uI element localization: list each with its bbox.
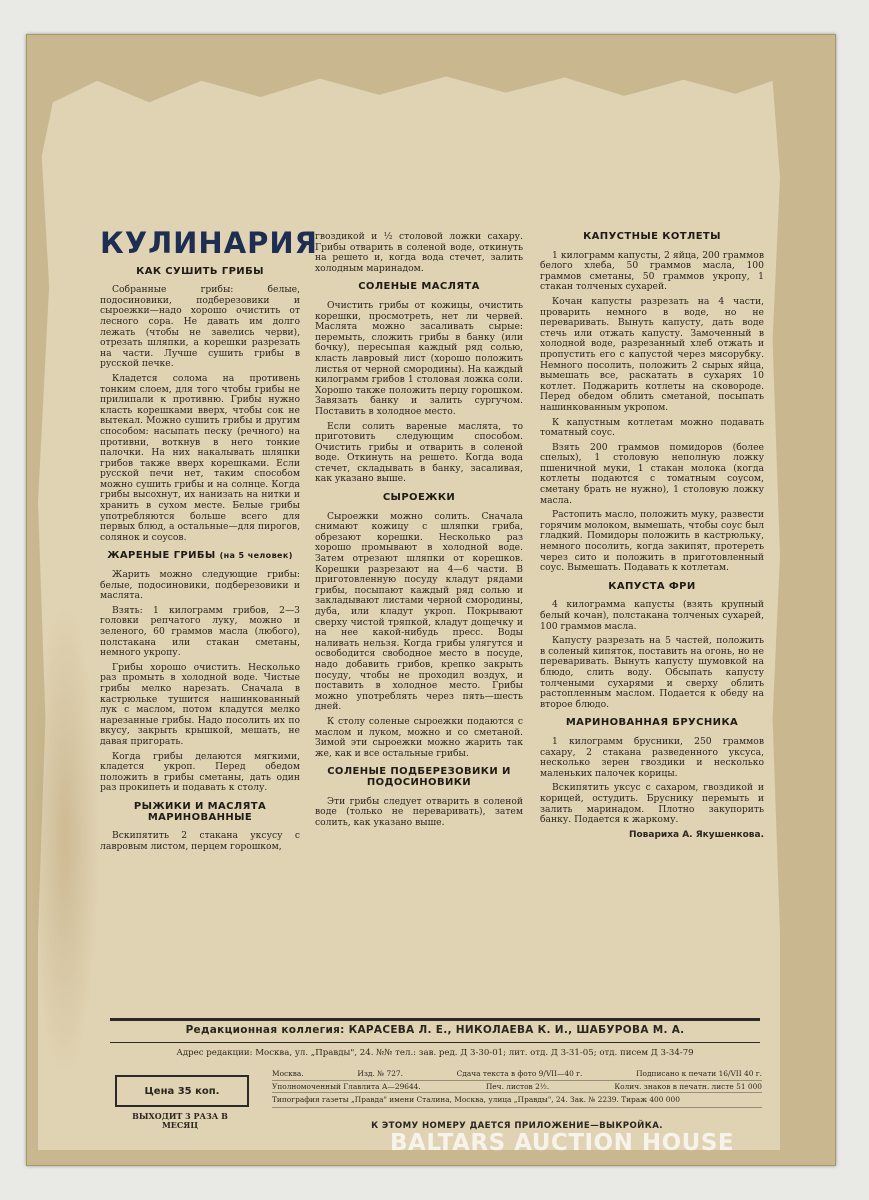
section-note: (на 5 человек) (219, 551, 293, 561)
section-title: КАПУСТА ФРИ (608, 580, 696, 592)
frequency-note: ВЫХОДИТ 3 РАЗА В МЕСЯЦ (132, 1111, 228, 1130)
appendix-note: К ЭТОМУ НОМЕРУ ДАЕТСЯ ПРИЛОЖЕНИЕ—ВЫКРОЙКА. (371, 1121, 663, 1131)
imprint-censor: Уполномоченный Главлита А—29644. (272, 1081, 421, 1091)
paragraph: Если солить вареные маслята, то приготовить следующим способом. Очистить грибы и отварить в соленой воде. Откинуть на решето. Когда вода стечет, складывать в банку, засаливая, как указано выше. (315, 420, 523, 485)
paragraph: Очистить грибы от кожицы, очистить корешки, просмотреть, нет ли червей. Маслята можно засаливать сырые: перемыть, сложить грибы в банку (или бочку), пересыпая каждый ряд солью, класть лавровый лист (хорошо положить листья от черной смородины). На каждый килограмм грибов 1 столовая ложка соли. Хорошо также положить перцу горошком. Завязать банку и залить сургучом. Поставить в холодное место. (315, 299, 523, 417)
column-3 (540, 232, 764, 840)
section-title: РЫЖИКИ И МАСЛЯТА МАРИНОВАННЫЕ (133, 800, 267, 823)
paragraph: Взять 200 граммов помидоров (более спелых), 1 столовую неполную ложку пшеничной муки, 1 стакан молока (когда котлеты подаются с томатным соусом, сметану брать не нужно), 1 столовую ложку масла. (540, 441, 764, 506)
imprint-city: Москва. (272, 1069, 304, 1078)
paragraph: К капустным котлетам можно подавать томатный соус. (540, 416, 764, 439)
page-title: КУЛИНАРИЯ (100, 226, 318, 260)
section-title: СЫРОЕЖКИ (382, 492, 456, 504)
auction-watermark: BALTARS AUCTION HOUSE (390, 1130, 735, 1156)
section-title: КАПУСТНЫЕ КОТЛЕТЫ (583, 231, 721, 242)
section-title: МАРИНОВАННАЯ БРУСНИКА (565, 717, 739, 729)
paragraph: Собранные грибы: белые, подосиновики, подберезовики и сыроежки—надо хорошо очистить от лесного сора. Не давать им долго лежать (чтобы не завелись черви), отрезать шляпки, а корешки разрезать на части. Лучше сушить грибы в русской печке. (100, 284, 300, 370)
section-title: СОЛЕНЫЕ МАСЛЯТА (358, 281, 480, 293)
column-1 (100, 226, 318, 856)
imprint-signed: Подписано к печати 16/VII 40 г. (636, 1069, 762, 1078)
paragraph: Кочан капусты разрезать на 4 части, проварить немного в воде, но не переваривать. Вынуть капусту, дать воде стечь или отжать капусту. Замоченный в холодной воде, разрезанный хлеб отжать и пропустить его с капустой через мясорубку. Немного посолить, положить 2 сырых яйца, вымешать все, раскатать в сухарях 10 котлет. Поджарить котлеты на сковороде. Перед обедом облить сметаной, посыпать нашинкованным укропом. (540, 295, 764, 413)
paragraph: Когда грибы делаются мягкими, кладется укроп. Перед обедом положить в грибы сметаны, дать один раз прокипеть и подавать к столу. (100, 750, 300, 794)
paragraph: гвоздикой и ½ столовой ложки сахару. Грибы отварить в соленой воде, откинуть на решето и, когда вода стечет, залить холодным маринадом. (315, 231, 523, 274)
paragraph: 4 килограмма капусты (взять крупный белый кочан), полстакана толченых сухарей, 100 граммов масла. (540, 599, 764, 632)
section-title: КАК СУШИТЬ ГРИБЫ (136, 265, 264, 277)
imprint-printer: Типография газеты „Правда" имени Сталина, Москва, улица „Правды", 24. Зак. № 2239. Тираж 400 000 (272, 1093, 762, 1108)
paragraph: Эти грибы следует отварить в соленой воде (только не переваривать), затем солить, как указано выше. (315, 795, 523, 828)
imprint-sheets: Печ. листов 2½. (485, 1081, 550, 1091)
imprint-chars: Колич. знаков в печатн. листе 51 000 (614, 1081, 762, 1091)
footer-rule-thin (110, 1042, 760, 1043)
paragraph: 1 килограмм капусты, 2 яйца, 200 граммов белого хлеба, 50 граммов масла, 100 граммов сметаны, 50 граммов укропу, 1 стакан толченых сухарей. (540, 249, 764, 293)
paragraph: Вскипятить 2 стакана уксусу с лавровым листом, перцем горошком, (100, 830, 300, 852)
imprint-edition: Изд. № 727. (357, 1069, 403, 1078)
imprint-row (272, 1068, 762, 1081)
paragraph: Грибы хорошо очистить. Несколько раз промыть в холодной воде. Чистые грибы мелко нарезать. Сначала в кастрюльке тушится нашинкованный лук с маслом, потом кладутся мелко нарезанные грибы. Надо посолить их по вкусу, закрыть крышкой, мешать, не давая пригорать. (100, 661, 300, 747)
section-title (100, 551, 300, 562)
paragraph: К столу соленые сыроежки подаются с маслом и луком, можно и со сметаной. Зимой эти сыроежки можно жарить так же, как и все остальные грибы. (315, 715, 523, 759)
paragraph: Жарить можно следующие грибы: белые, подосиновики, подберезовики и маслята. (100, 569, 300, 602)
paragraph: Сыроежки можно солить. Сначала снимают кожицу с шляпки гриба, обрезают корешки. Несколько раз хорошо промывают в холодной воде. Затем отрезают шляпки от корешков. Корешки разрезают на 4—6 части. В приготовленную посуду кладут рядами грибы, посыпают каждый ряд солью и закладывают листами черной смородины, дуба, или кладут укроп. Покрывают сверху чистой тряпкой, кладут дощечку и на нее какой-нибудь пресс. Воды наливать нельзя. Когда грибы улягутся и освободится свободное место в посуде, надо добавить грибов, крепко закрыть посуду, чтобы не проходил воздух, и поставить в холодное место. Грибы можно употреблять через пять—шесть дней. (315, 510, 523, 713)
paragraph: Кладется солома на противень тонким слоем, для того чтобы грибы не прилипали к противню. Грибы нужно класть корешками вверх, чтобы сок не вытекал. Можно сушить грибы и другим способом: насыпать песку (речного) на противни, воткнув в него тонкие палочки. На них накалывать шляпки грибов также вверх корешками. Если русской печи нет, таким способом можно сушить грибы и на солнце. Когда грибы высохнут, их нанизать на нитки и хранить в сухом месте. Белые грибы употребляются больше всего для первых блюд, а остальные—для пирогов, солянок и соусов. (100, 372, 300, 543)
imprint-submitted: Сдача текста в фото 9/VII—40 г. (456, 1069, 583, 1078)
paragraph: Вскипятить уксус с сахаром, гвоздикой и корицей, остудить. Бруснику перемыть и залить маринадом. Плотно закупорить банку. Подается к жаркому. (540, 782, 764, 826)
section-title-text: ЖАРЕНЫЕ ГРИБЫ (107, 550, 216, 562)
footer-rule (110, 1018, 760, 1021)
column-2 (315, 232, 523, 832)
signature: Повариха А. Якушенкова. (628, 829, 764, 840)
price-box: Цена 35 коп. (115, 1075, 249, 1107)
paragraph: Растопить масло, положить муку, развести горячим молоком, вымешать, чтобы соус был гладкий. Помидоры положить в кастрюльку, немного посолить, когда закипят, протереть через сито и положить в приготовленный соус. Вымешать. Подавать к котлетам. (540, 509, 764, 574)
imprint-row (272, 1081, 762, 1094)
paragraph: Взять: 1 килограмм грибов, 2—3 головки репчатого луку, можно и зеленого, 60 граммов масла (любого), полстакана или стакан сметаны, немного укропу. (100, 604, 300, 659)
imprint-block (272, 1068, 762, 1108)
paragraph: 1 килограмм брусники, 250 граммов сахару, 2 стакана разведенного уксуса, несколько зерен гвоздики и несколько маленьких палочек корицы. (540, 735, 764, 779)
editorial-address: Адрес редакции: Москва, ул. „Правды", 24. №№ тел.: зав. ред. Д 3-30-01; лит. отд. Д 3-31-05; отд. писем Д 3-34-79 (176, 1048, 694, 1058)
paper-stain (30, 600, 100, 1080)
editorial-board: Редакционная коллегия: КАРАСЕВА Л. Е., НИКОЛАЕВА К. И., ШАБУРОВА М. А. (185, 1024, 685, 1036)
section-title: СОЛЕНЫЕ ПОДБЕРЕЗОВИКИ И ПОДОСИНОВИКИ (327, 766, 511, 788)
paragraph: Капусту разрезать на 5 частей, положить в соленый кипяток, поставить на огонь, но не переваривать. Вынуть капусту шумовкой на блюдо, слить воду. Обсыпать капусту толчеными сухарями и сверху облить растопленным маслом. Подается к обеду на второе блюдо. (540, 635, 764, 710)
